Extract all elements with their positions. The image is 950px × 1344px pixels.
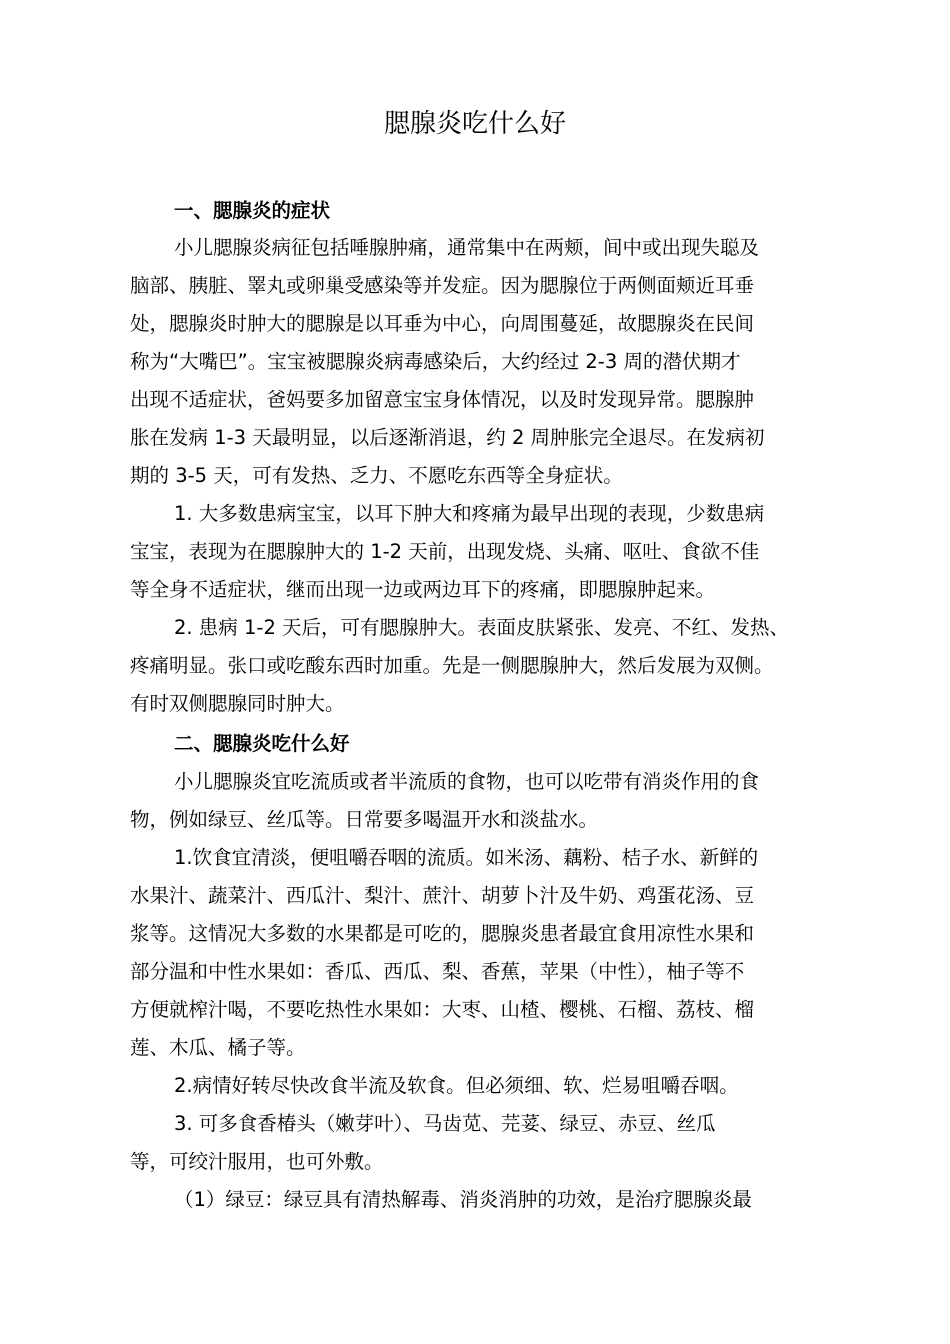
diet-subitem-mung-bean-line: （1）绿豆：绿豆具有清热解毒、消炎消肿的功效，是治疗腮腺炎最 — [174, 1188, 752, 1211]
diet-item-1-line: 水果汁、蔬菜汁、西瓜汁、梨汁、蔗汁、胡萝卜汁及牛奶、鸡蛋花汤、豆 — [130, 884, 755, 907]
diet-item-1-line: 莲、木瓜、橘子等。 — [130, 1036, 306, 1059]
document-title: 腮腺炎吃什么好 — [383, 109, 566, 139]
list-item-2-line: 2. 患病 1-2 天后，可有腮腺肿大。表面皮肤紧张、发亮、不红、发热、 — [174, 616, 790, 639]
paragraph-line: 称为“大嘴巴”。宝宝被腮腺炎病毒感染后，大约经过 2-3 周的潜伏期才 — [130, 350, 741, 373]
list-item-1-line: 宝宝，表现为在腮腺肿大的 1-2 天前，出现发烧、头痛、呕吐、食欲不佳 — [130, 540, 760, 563]
paragraph-line: 小儿腮腺炎病征包括唾腺肿痛，通常集中在两颊，间中或出现失聪及 — [174, 236, 760, 259]
list-item-2-line: 疼痛明显。张口或吃酸东西时加重。先是一侧腮腺肿大，然后发展为双侧。 — [130, 654, 774, 677]
diet-item-3-line: 3. 可多食香椿头（嫩芽叶）、马齿苋、芫荽、绿豆、赤豆、丝瓜 — [174, 1112, 716, 1135]
paragraph-line: 胀在发病 1-3 天最明显，以后逐渐消退，约 2 周肿胀完全退尽。在发病初 — [130, 426, 765, 449]
diet-item-1-line: 1.饮食宜清淡，便咀嚼吞咽的流质。如米汤、藕粉、桔子水、新鲜的 — [174, 846, 759, 869]
diet-item-1-line: 部分温和中性水果如：香瓜、西瓜、梨、香蕉，苹果（中性），柚子等不 — [130, 960, 745, 983]
diet-item-1-line: 浆等。这情况大多数的水果都是可吃的，腮腺炎患者最宜食用凉性水果和 — [130, 922, 755, 945]
paragraph-line: 小儿腮腺炎宜吃流质或者半流质的食物，也可以吃带有消炎作用的食 — [174, 770, 760, 793]
paragraph-line: 物，例如绿豆、丝瓜等。日常要多喝温开水和淡盐水。 — [130, 808, 599, 831]
diet-item-2-line: 2.病情好转尽快改食半流及软食。但必须细、软、烂易咀嚼吞咽。 — [174, 1074, 739, 1097]
list-item-1-line: 等全身不适症状，继而出现一边或两边耳下的疼痛，即腮腺肿起来。 — [130, 578, 716, 601]
list-item-2-line: 有时双侧腮腺同时肿大。 — [130, 692, 345, 715]
diet-item-3-line: 等，可绞汁服用，也可外敷。 — [130, 1150, 384, 1173]
list-item-1-line: 1. 大多数患病宝宝，以耳下肿大和疼痛为最早出现的表现，少数患病 — [174, 502, 765, 525]
paragraph-line: 脑部、胰脏、睪丸或卵巢受感染等并发症。因为腮腺位于两侧面颊近耳垂 — [130, 274, 755, 297]
section-heading-diet: 二、腮腺炎吃什么好 — [174, 732, 350, 755]
section-heading-symptoms: 一、腮腺炎的症状 — [174, 199, 331, 222]
paragraph-line: 期的 3-5 天，可有发热、乏力、不愿吃东西等全身症状。 — [130, 464, 623, 487]
diet-item-1-line: 方便就榨汁喝，不要吃热性水果如：大枣、山楂、樱桃、石榴、荔枝、榴 — [130, 998, 755, 1021]
paragraph-line: 处，腮腺炎时肿大的腮腺是以耳垂为中心，向周围蔓延，故腮腺炎在民间 — [130, 312, 755, 335]
paragraph-line: 出现不适症状，爸妈要多加留意宝宝身体情况，以及时发现异常。腮腺肿 — [130, 388, 755, 411]
